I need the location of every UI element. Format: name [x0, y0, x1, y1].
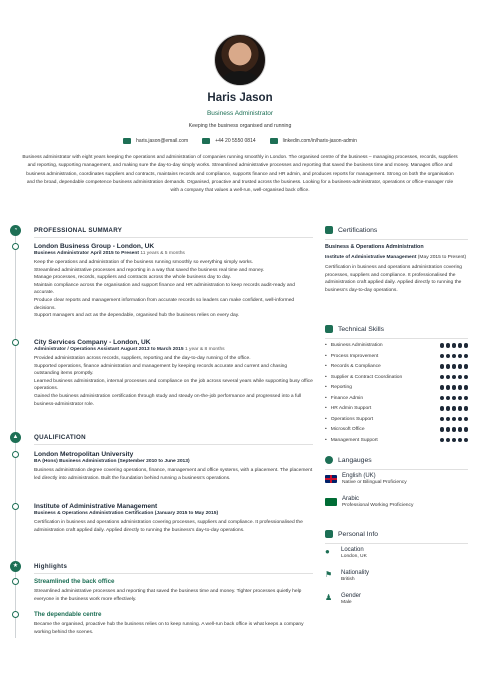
divider — [325, 543, 468, 544]
education-entry — [34, 503, 313, 534]
skill-rating — [440, 385, 468, 389]
toolbox-icon — [325, 325, 333, 333]
certification-text: Certification in business and operations administration covering processes, suppliers and compliance. It professionalised the administration craft applied daily. Applied directly to running the business's day-to-day operations. — [325, 265, 463, 293]
skill-row: • Management Support — [325, 438, 468, 443]
language-item: English (UK) Native or Bilingual Proficiency — [325, 473, 468, 485]
job-meta: Administrator / Operations Assistant August 2013 to March 2015 1 year & 8 months — [34, 347, 225, 352]
timeline-dot — [12, 503, 19, 510]
education-entry — [34, 451, 313, 482]
linkedin-icon — [270, 138, 278, 144]
job-description: Provided administration across records, suppliers, reporting and the day-to-day running of the office. Supported operations, finance administration and management by keeping records accurate and current and chasing outstanding items promptly. Learned business administration, internal processes and compliance on the job across several years while supporting busy office operations. Gained the business administration certification through study and steady on-the-job performance and progressed into a full business-administrator role. — [34, 356, 313, 407]
languages-list — [325, 473, 468, 517]
divider — [325, 239, 468, 240]
flag-icon: ⚑ — [325, 570, 333, 579]
phone-icon — [202, 138, 210, 144]
graduation-cap-icon: ▲ — [10, 432, 21, 443]
location-pin-icon: ● — [325, 547, 330, 556]
languages-heading: Langauges — [338, 456, 372, 464]
experience-heading: PROFESSIONAL SUMMARY — [34, 227, 123, 234]
timeline-dot — [12, 243, 19, 250]
job-company: City Services Company - London, UK — [34, 339, 151, 346]
highlight-text: Became the organised, proactive hub the business relies on to keep running. A well-run back office is what keeps a company working behind the scenes. — [34, 622, 304, 635]
summary-section-icon: ◔ — [10, 225, 21, 236]
skills-heading: Technical Skills — [338, 325, 385, 333]
skill-row: • Operations Support — [325, 417, 468, 422]
highlight-title: The dependable centre — [34, 611, 102, 618]
profile-summary: Business administrator with eight years keeping the operations and administration of companies running smoothly in London. The organised centre of the business – managing processes, records, suppliers and reporting, supporting management, and making sure the day-to-day simply works. Streamlined administrative processes and reporting that saved the business time and money. Manages office and business administration, coordinates suppliers and contracts, maintains records and compliance, supports finance and HR admin, and produces reports for management. Strong on both the organisation and the broad, dependable competence business administration demands. Organised, proactive and trusted across the business. Looking for a business-administrator, operations or office-manager role with a company that values a well-run, well-organised back office. — [22, 155, 458, 194]
skill-rating — [440, 438, 468, 442]
skill-row: • Finance Admin — [325, 396, 468, 401]
skill-rating — [440, 375, 468, 379]
job-title: Business Administrator — [206, 110, 274, 117]
skill-row: • Records & Compliance — [325, 364, 468, 369]
star-icon: ★ — [10, 561, 21, 572]
personal-info-heading: Personal Info — [338, 530, 379, 538]
certifications-section — [325, 226, 468, 295]
skill-row: • Business Administration — [325, 343, 468, 348]
highlights-heading: Highlights — [34, 563, 68, 570]
skill-row: • Reporting — [325, 385, 468, 390]
job-meta: Business Administrator April 2015 to Present 11 years & 5 months — [34, 251, 185, 256]
job-entry — [34, 339, 313, 408]
divider — [325, 338, 468, 339]
contact-bar — [0, 138, 480, 144]
highlight-entry — [34, 611, 313, 636]
person-icon: ♟ — [325, 593, 333, 602]
contact-linkedin[interactable] — [270, 138, 357, 144]
language-item: Arabic Professional Working Proficiency — [325, 496, 468, 508]
job-entry — [34, 243, 313, 320]
skill-rating — [440, 343, 468, 347]
timeline-dot — [12, 339, 19, 346]
education-description: Business administration degree covering operations, finance, management and office systems, with a placement. The placement led directly into administration. Built the foundation behind running a business's operations. — [34, 468, 313, 481]
phone-text: +44 20 5550 0814 — [215, 138, 256, 144]
skill-row: • Microsoft Office — [325, 427, 468, 432]
degree: BA (Hons) Business Administration (September 2010 to June 2013) — [34, 459, 190, 464]
id-card-icon — [325, 530, 333, 538]
skill-row: • HR Admin Support — [325, 406, 468, 411]
education-description: Certification in business and operations administration covering processes, suppliers and compliance. It professionalised the administration craft applied daily. Applied directly to running the business's day-to-day operations. — [34, 520, 303, 533]
personal-info-list — [325, 547, 468, 617]
uk-flag-icon — [325, 475, 337, 483]
saudi-flag-icon — [325, 498, 337, 506]
contact-phone[interactable] — [202, 138, 255, 144]
skill-row: • Supplier & Contract Coordination — [325, 375, 468, 380]
email-text: haris.jason@email.com — [136, 138, 189, 144]
personal-info-section — [325, 530, 468, 544]
certification-issuer: Institute of Administrative Management (May 2015 to Present) — [325, 254, 467, 260]
languages-section — [325, 456, 468, 470]
highlight-entry — [34, 578, 313, 603]
divider — [34, 237, 313, 238]
personal-info-item: ● Location London, UK — [325, 547, 367, 559]
globe-icon — [325, 456, 333, 464]
skills-list — [325, 343, 468, 447]
degree: Business & Operations Administration Certification (January 2015 to May 2015) — [34, 511, 219, 516]
skills-section — [325, 325, 468, 339]
school-name: Institute of Administrative Management — [34, 503, 158, 510]
timeline-dot — [12, 451, 19, 458]
qualification-heading: QUALIFICATION — [34, 434, 86, 441]
job-description: Keep the operations and administration of the business running smoothly so everything simply works. Streamlined administrative processes and reporting in a way that saved the business real time and money. Manage processes, records, suppliers and contracts across the whole business day to day. Maintain compliance across the organisation and support finance and HR administration to keep records audit-ready and accurate. Produce clear reports and management information from accurate records so leaders can make confident, well-informed decisions. Support managers and act as the dependable, organised hub the business relies on every day. — [34, 260, 295, 319]
tagline: Keeping the business organised and running — [188, 123, 292, 129]
skill-row: • Process Improvement — [325, 354, 468, 359]
candidate-name: Haris Jason — [207, 92, 273, 104]
divider — [34, 573, 313, 574]
certifications-heading: Certifications — [338, 226, 378, 234]
certificate-icon — [325, 226, 333, 234]
highlight-title: Streamlined the back office — [34, 578, 115, 585]
skill-rating — [440, 364, 468, 368]
divider — [34, 444, 313, 445]
skill-rating — [440, 427, 468, 431]
skill-rating — [440, 406, 468, 410]
contact-email[interactable] — [123, 138, 188, 144]
skill-rating — [440, 396, 468, 400]
divider — [325, 469, 468, 470]
personal-info-item: ⚑ Nationality British — [325, 570, 370, 582]
job-company: London Business Group - London, UK — [34, 243, 155, 250]
highlight-text: Streamlined administrative processes and reporting that saved the business time and money. Tighter processes quietly help everyone in the business work more effectively. — [34, 589, 302, 602]
certification-title: Business & Operations Administration — [325, 244, 424, 250]
school-name: London Metropolitan University — [34, 451, 134, 458]
timeline-dot — [12, 611, 19, 618]
linkedin-text: linkedin.com/in/haris-jason-admin — [282, 138, 357, 144]
skill-rating — [440, 354, 468, 358]
avatar — [214, 34, 266, 86]
timeline-dot — [12, 578, 19, 585]
skill-rating — [440, 417, 468, 421]
mail-icon — [123, 138, 131, 144]
personal-info-item: ♟ Gender Male — [325, 593, 362, 605]
